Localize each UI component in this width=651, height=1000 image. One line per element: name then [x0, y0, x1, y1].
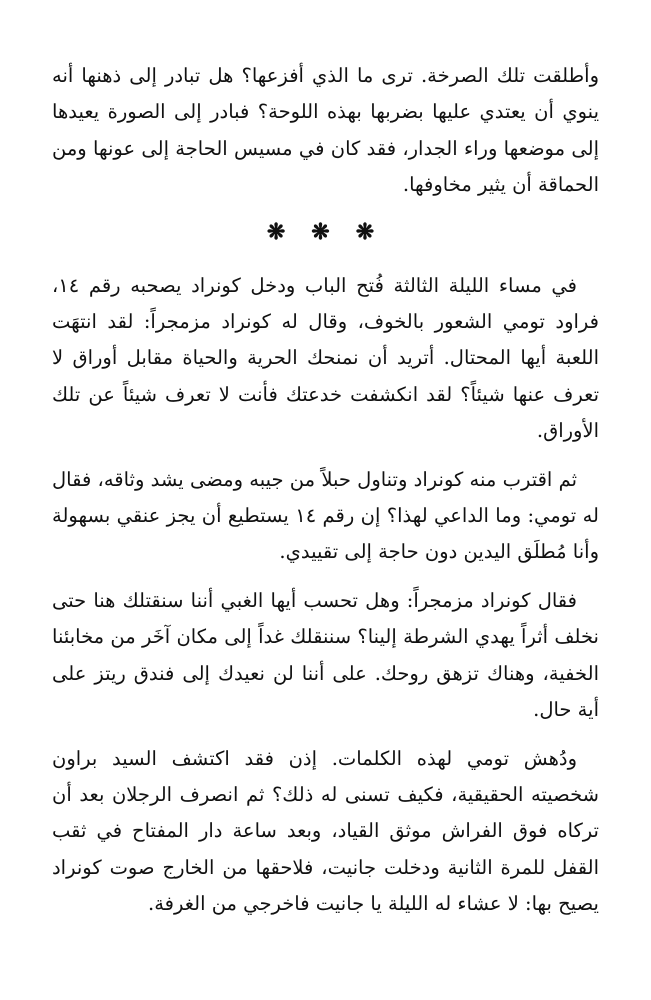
paragraph-3: ثم اقترب منه كونراد وتناول حبلاً من جيبه ومضى يشد وثاقه، فقال له تومي: وما الداعي لهذا؟ إن رقم ١٤ يستطيع أن يجز عنقي بسهولة وأنا مُطلَق اليدين دون حاجة إلى تقييدي. — [52, 467, 599, 564]
asterism-icon: ❋ — [266, 218, 296, 245]
paragraph-1: وأطلقت تلك الصرخة. ترى ما الذي أفزعها؟ هل تبادر إلى ذهنها أنه ينوي أن يعتدي عليها بضربها بهذه اللوحة؟ فبادر إلى الصورة يعيدها إلى موضعها وراء الجدار، فقد كان في مسيس الحاجة إلى عونها ومن الحماقة أن يثير مخاوفها. — [52, 64, 599, 197]
paragraph-2: في مساء الليلة الثالثة فُتح الباب ودخل كونراد يصحبه رقم ١٤، فراود تومي الشعور بالخوف، وقال له كونراد مزمجراً: لقد انتهَت اللعبة أيها المحتال. أتريد أن نمنحك الحرية والحياة مقابل أوراق لا تعرف عنها شيئاً؟ لقد انكشفت خدعتك فأنت لا تعرف شيئاً عن تلك الأوراق. — [52, 273, 599, 443]
section-separator — [52, 214, 599, 250]
asterism-icon: ❋ — [355, 218, 385, 245]
paragraph-5: ودُهش تومي لهذه الكلمات. إذن فقد اكتشف السيد براون شخصيته الحقيقية، فكيف تسنى له ذلك؟ ثم انصرف الرجلان بعد أن تركاه فوق الفراش موثق القياد، وبعد ساعة دار المفتاح في ثقب القفل للمرة الثانية ودخلت جانيت، فلاحقها من الخارج صوت كونراد يصيح بها: لا عشاء له الليلة يا جانيت فاخرجي من الغرفة. — [52, 746, 599, 916]
asterism-icon: ❋ — [311, 218, 340, 245]
paragraph-4: فقال كونراد مزمجراً: وهل تحسب أيها الغبي أننا سنقتلك هنا حتى نخلف أثراً يهدي الشرطة إلينا؟ سننقلك غداً إلى مكان آخَر من مخابئنا الخفية، وهناك تزهق روحك. على أننا لن نعيدك إلى فندق ريتز على أية حال. — [52, 588, 599, 722]
